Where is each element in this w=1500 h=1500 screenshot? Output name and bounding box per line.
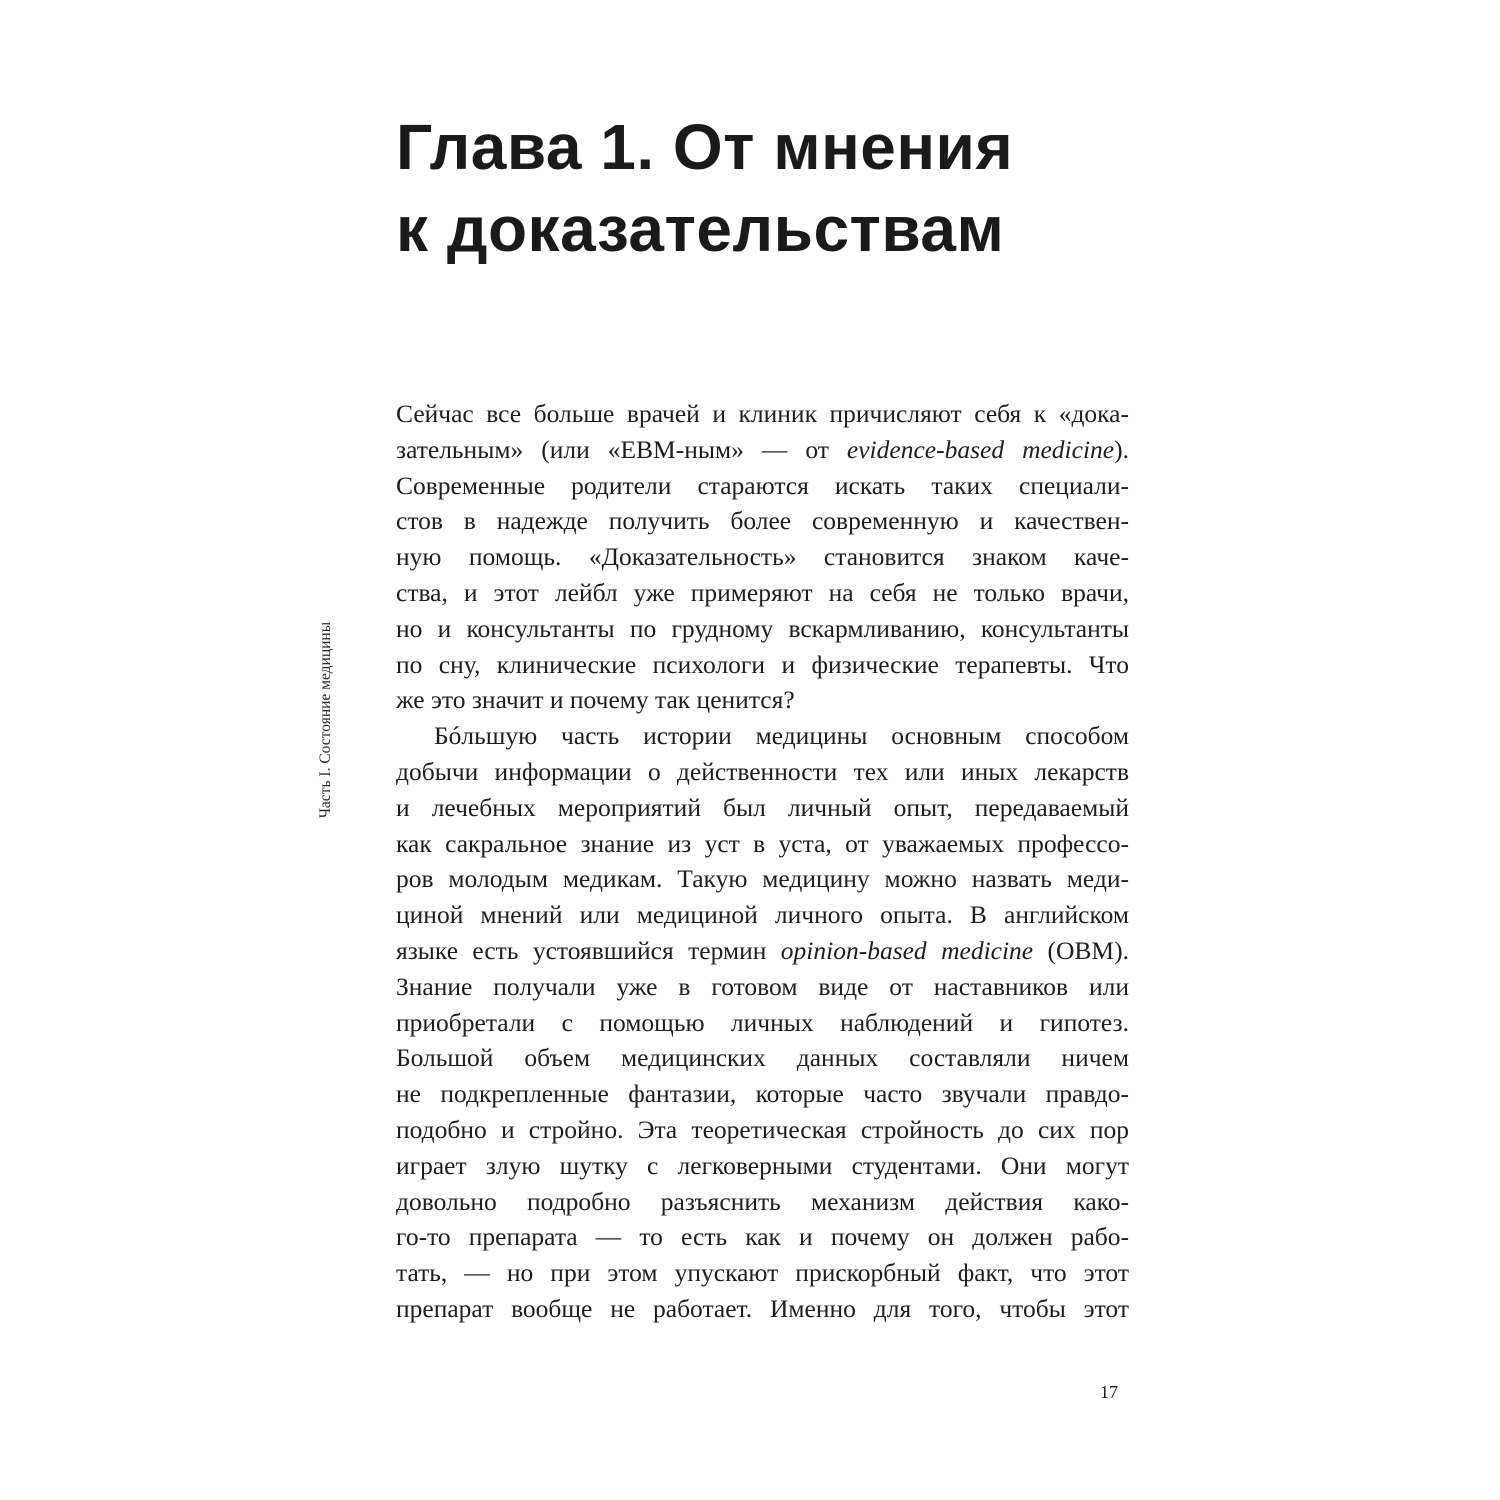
text-line [396, 396, 1129, 432]
paragraph [396, 718, 1129, 1327]
text-line [396, 503, 1129, 539]
text-run: довольно подробно разъяснить механизм действия како- [396, 1186, 1129, 1216]
text-run: не подкрепленные фантазии, которые часто звучали правдо- [396, 1079, 1129, 1109]
text-run: препарат вообще не работает. Именно для того, чтобы этот [396, 1293, 1129, 1323]
text-run: языке есть устоявшийся термин [396, 935, 781, 965]
text-run: тать, — но при этом упускают прискорбный факт, что этот [396, 1258, 1129, 1288]
text-run: го-то препарата — то есть как и почему он должен рабо- [396, 1222, 1129, 1252]
text-line [396, 718, 1129, 754]
chapter-title [396, 106, 1013, 270]
chapter-title-line: Глава 1. От мнения [396, 111, 1014, 183]
text-run: Знание получали уже в готовом виде от наставников или [396, 971, 1129, 1001]
text-line [396, 897, 1129, 933]
text-run: циной мнений или медициной личного опыта. В английском [396, 900, 1129, 930]
text-run: по сну, клинические психологи и физические терапевты. Что [396, 649, 1129, 679]
text-line [396, 682, 1129, 718]
text-run: Большой объем медицинских данных составляли ничем [396, 1043, 1129, 1073]
text-line [396, 1291, 1129, 1327]
text-run: Современные родители стараются искать таких специали- [396, 470, 1129, 500]
text-run: добычи информации о действенности тех или иных лекарств [396, 756, 1129, 786]
text-run: играет злую шутку с легковерными студентами. Они могут [396, 1150, 1129, 1180]
text-run: (OBM). [1033, 935, 1129, 965]
text-line [396, 1148, 1129, 1184]
text-run: как сакральное знание из уст в уста, от уважаемых профессо- [396, 828, 1129, 858]
text-run: и лечебных мероприятий был личный опыт, передаваемый [396, 792, 1129, 822]
body-text [396, 396, 1129, 1327]
italic-term: opinion-based medicine [780, 935, 1034, 965]
text-run: приобретали с помощью личных наблюдений и гипотез. [396, 1007, 1129, 1037]
text-run: Сейчас все больше врачей и клиник причисляют себя к «дока- [396, 399, 1129, 428]
text-line [396, 1219, 1129, 1255]
text-line [396, 1112, 1129, 1148]
text-line [396, 1076, 1129, 1112]
text-line [396, 432, 1129, 468]
chapter-title-line: к доказательствам [396, 193, 1005, 265]
text-run: же это значит и почему так ценится? [396, 685, 795, 715]
text-line [396, 969, 1129, 1005]
text-line [396, 1040, 1129, 1076]
text-line [396, 1005, 1129, 1041]
text-line [396, 1184, 1129, 1220]
italic-term: evidence-based medicine [846, 434, 1115, 464]
text-run: ров молодым медикам. Такую медицину можно назвать меди- [396, 864, 1129, 894]
running-head-text: Часть I. Состояние медицины [317, 621, 334, 819]
text-line [396, 611, 1129, 647]
text-run: ства, и этот лейбл уже примеряют на себя не только врачи, [396, 577, 1129, 607]
text-line [396, 826, 1129, 862]
text-run: ). [1114, 434, 1129, 464]
text-run: ную помощь. «Доказательность» становится знаком каче- [396, 542, 1129, 572]
paragraph [396, 396, 1129, 718]
text-line [396, 468, 1129, 504]
text-line [396, 861, 1129, 897]
text-run: но и консультанты по грудному вскармливанию, консультанты [396, 613, 1129, 643]
text-run: стов в надежде получить более современную и качествен- [396, 506, 1129, 536]
text-line [396, 790, 1129, 826]
text-line [396, 754, 1129, 790]
text-line [396, 647, 1129, 683]
text-run: Бóльшую часть истории медицины основным способом [434, 721, 1129, 751]
text-line [396, 1255, 1129, 1291]
text-run: подобно и стройно. Эта теоретическая стройность до сих пор [396, 1114, 1129, 1144]
text-run: зательным» (или «EBM-ным» — от [396, 434, 847, 464]
text-line [396, 933, 1129, 969]
text-line [396, 575, 1129, 611]
page-number: 17 [1100, 1382, 1118, 1402]
text-line [396, 539, 1129, 575]
